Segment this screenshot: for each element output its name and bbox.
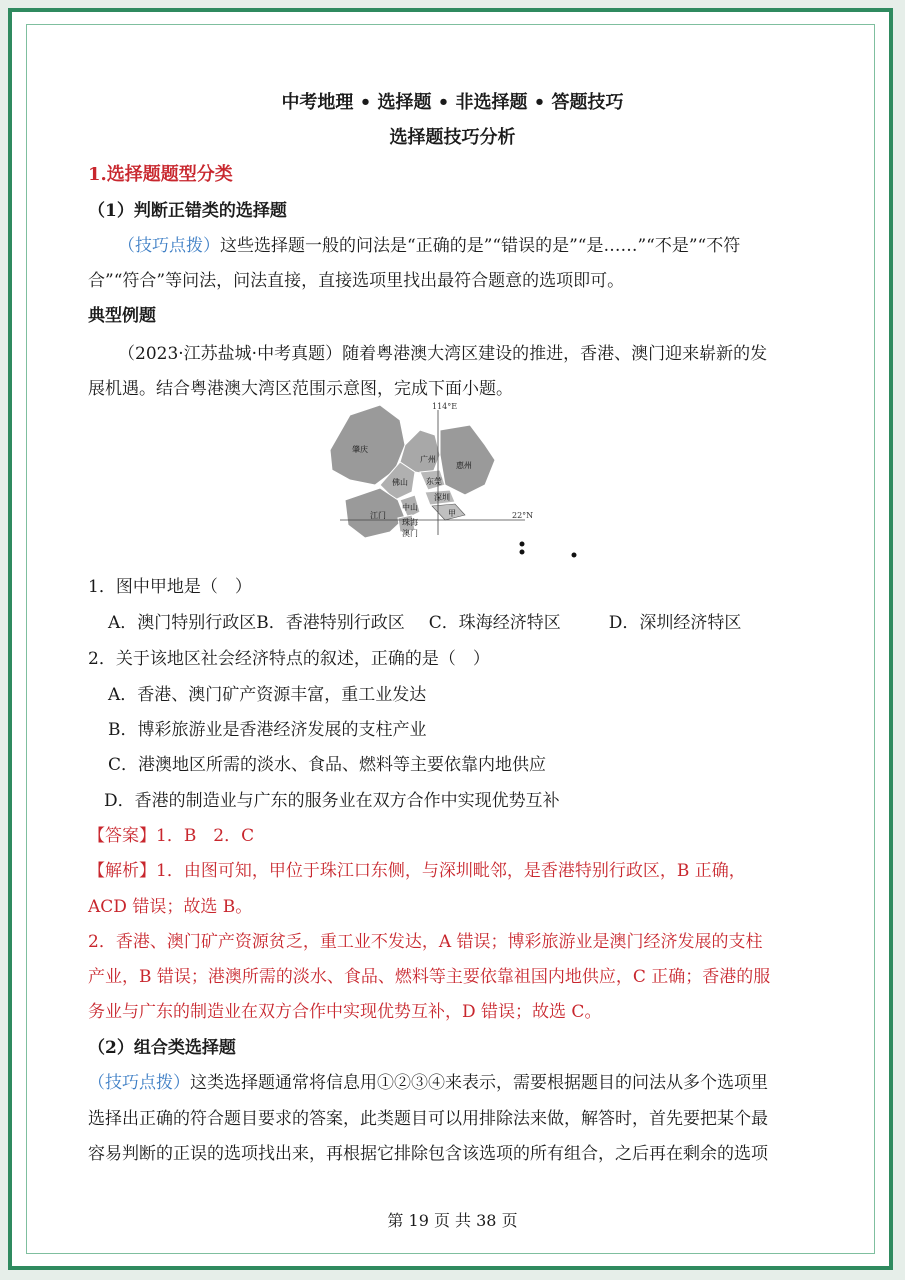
city-huizhou: 惠州 <box>456 461 472 470</box>
analysis-2-line-2: 产业，B 错误；港澳所需的淡水、食品、燃料等主要依靠祖国内地供应，C 正确；香港的服 <box>88 967 771 987</box>
tip1-line-2: 合”“符合”等问法，问法直接，直接选项里找出最符合题意的选项即可。 <box>88 271 625 291</box>
q1-options <box>108 608 848 633</box>
city-foshan: 佛山 <box>392 478 408 487</box>
question-1: 1．图中甲地是（ ） <box>88 577 252 597</box>
tip2-text-a: 这类选择题通常将信息用①②③④来表示，需要根据题目的问法从多个选项里 <box>190 1073 768 1093</box>
tip2-line-2: 选择出正确的符合题目要求的答案，此类题目可以用排除法来做，解答时，首先要把某个最 <box>88 1109 768 1129</box>
island-dot-1 <box>520 542 525 547</box>
q1-option-c: C．珠海经济特区 <box>428 613 561 633</box>
example-line-1: （2023·江苏盐城·中考真题）随着粤港澳大湾区建设的推进，香港、澳门迎来崭新的发 <box>118 344 768 364</box>
city-guangzhou: 广州 <box>420 455 436 464</box>
lon-label: 114°E <box>432 402 458 411</box>
q1-option-b: B．香港特别行政区 <box>256 613 405 633</box>
analysis-2-line-3: 务业与广东的制造业在双方合作中实现优势互补，D 错误；故选 C。 <box>88 1002 602 1022</box>
tip2-line-1 <box>88 1068 828 1093</box>
q2-option-c: C．港澳地区所需的淡水、食品、燃料等主要依靠内地供应 <box>108 755 547 775</box>
gba-map-figure <box>320 400 600 570</box>
page-footer: 第 19 页 共 38 页 <box>387 1211 518 1230</box>
city-macau: 澳门 <box>402 529 418 538</box>
analysis-1-line-2: ACD 错误；故选 B。 <box>88 897 253 917</box>
q1-option-d: D．深圳经济特区 <box>608 613 742 633</box>
city-zhongshan: 中山 <box>402 503 418 512</box>
island-dot-2 <box>520 550 525 555</box>
doc-subtitle: 选择题技巧分析 <box>389 127 516 148</box>
city-shenzhen: 深圳 <box>434 493 450 502</box>
section-heading-1: 1.选择题题型分类 <box>88 164 233 185</box>
subsection-heading-2: （2）组合类选择题 <box>88 1038 236 1058</box>
example-heading: 典型例题 <box>88 306 156 326</box>
city-dongguan: 东莞 <box>426 477 442 486</box>
question-2: 2．关于该地区社会经济特点的叙述，正确的是（ ） <box>88 649 490 669</box>
city-zhaoqing: 肇庆 <box>352 445 368 454</box>
tip2-tag: （技巧点拨） <box>88 1073 190 1093</box>
answer-line: 【答案】1．B 2．C <box>88 826 255 846</box>
city-jiangmen: 江门 <box>370 511 386 520</box>
q2-option-a: A．香港、澳门矿产资源丰富，重工业发达 <box>108 685 427 705</box>
q1-option-a: A．澳门特别行政区 <box>108 613 257 633</box>
huizhou-region <box>440 425 495 495</box>
city-jia: 甲 <box>448 509 456 518</box>
tip1-line-1 <box>118 231 858 256</box>
city-zhuhai: 珠海 <box>402 518 418 527</box>
q2-option-d: D．香港的制造业与广东的服务业在双方合作中实现优势互补 <box>104 791 560 811</box>
example-line-2: 展机遇。结合粤港澳大湾区范围示意图，完成下面小题。 <box>88 379 513 399</box>
tip1-tag: （技巧点拨） <box>118 236 220 256</box>
tip1-text-a: 这些选择题一般的问法是“正确的是”“错误的是”“是……”“不是”“不符 <box>220 236 741 256</box>
lat-label: 22°N <box>512 511 534 520</box>
island-dot-3 <box>572 553 577 558</box>
analysis-1-line-1: 【解析】1．由图可知，甲位于珠江口东侧，与深圳毗邻，是香港特别行政区，B 正确， <box>88 861 746 881</box>
analysis-2-line-1: 2．香港、澳门矿产资源贫乏，重工业不发达，A 错误；博彩旅游业是澳门经济发展的支柱 <box>88 932 763 952</box>
tip2-line-3: 容易判断的正误的选项找出来，再根据它排除包含该选项的所有组合，之后再在剩余的选项 <box>88 1144 768 1164</box>
subsection-heading-1: （1）判断正错类的选择题 <box>88 201 287 221</box>
doc-title: 中考地理 • 选择题 • 非选择题 • 答题技巧 <box>281 92 624 113</box>
q2-option-b: B．博彩旅游业是香港经济发展的支柱产业 <box>108 720 427 740</box>
